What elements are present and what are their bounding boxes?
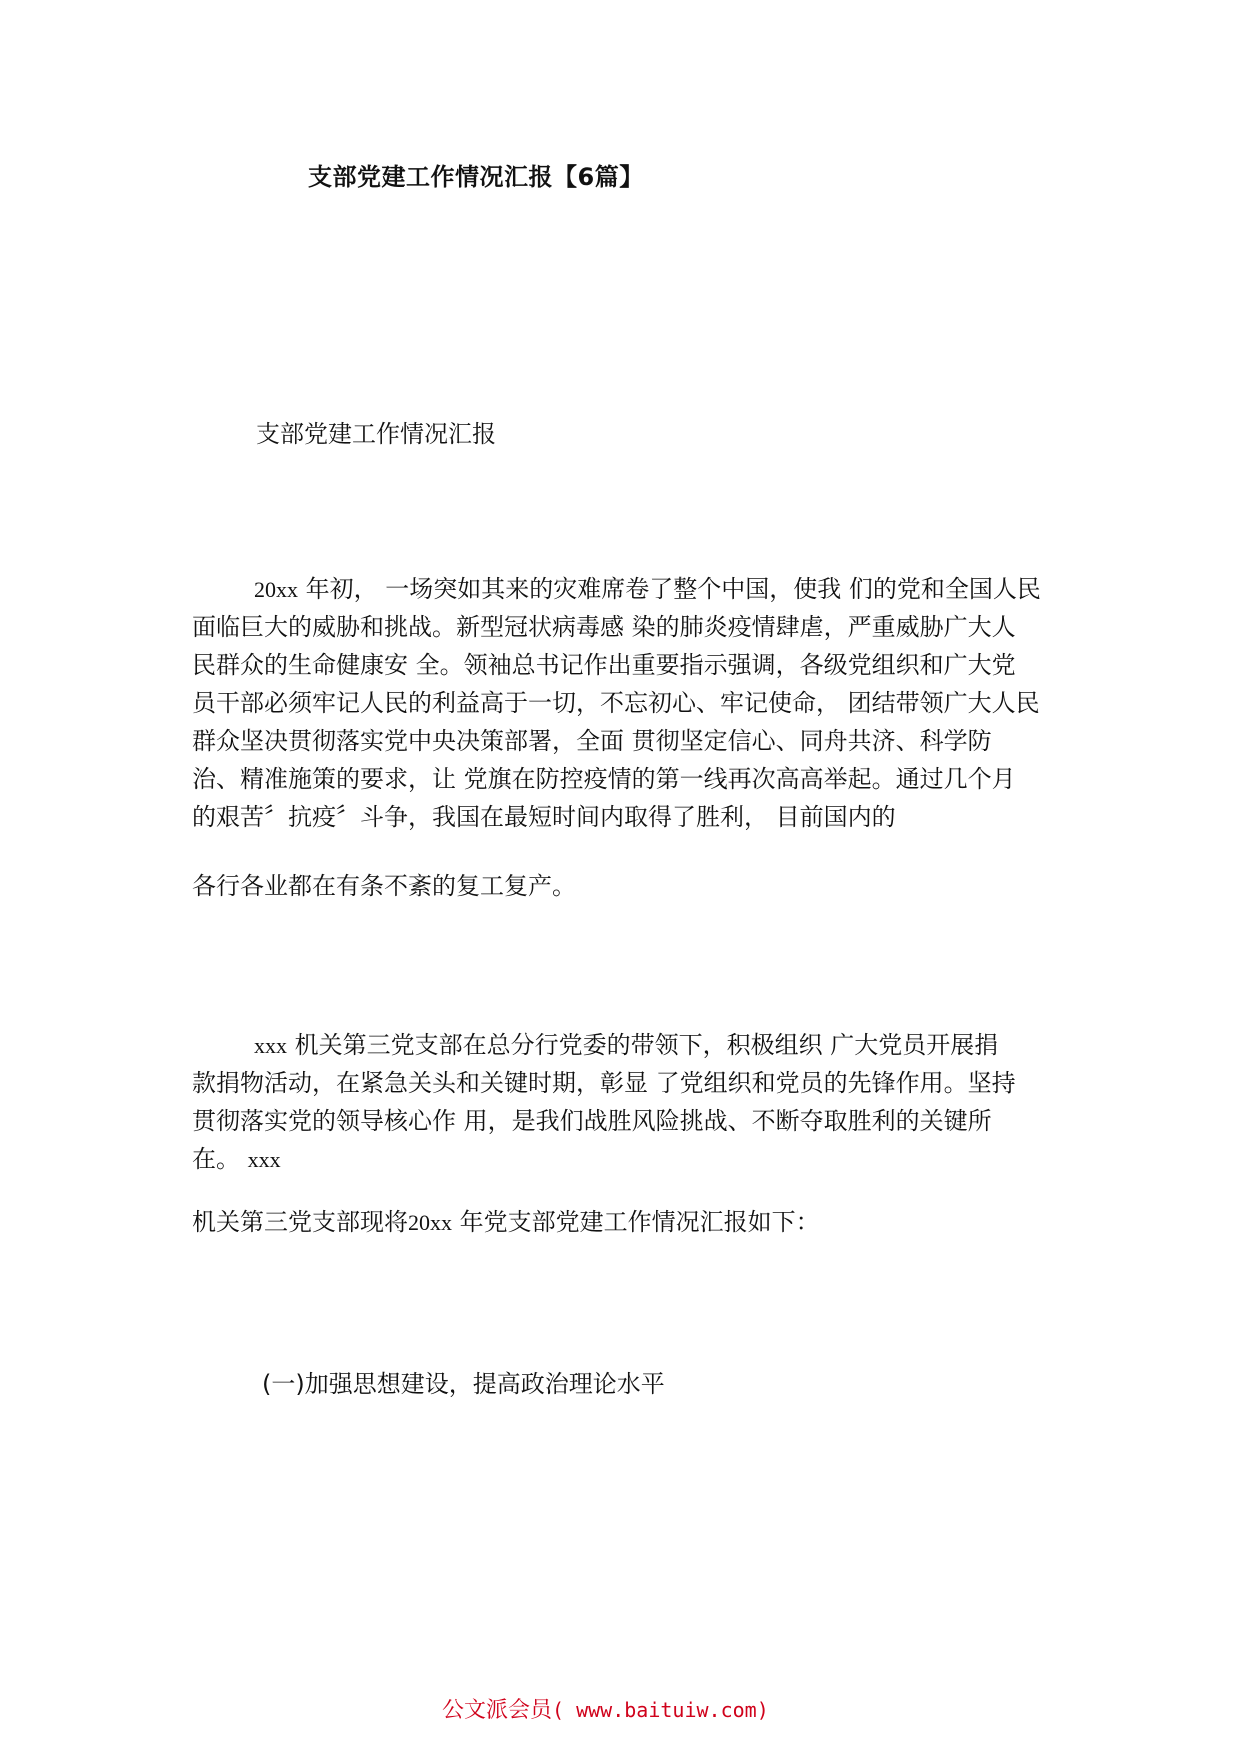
org-text: xxx xyxy=(254,1033,287,1058)
paragraph-1-line-5: 群众坚决贯彻落实党中央决策部署，全面 贯彻坚定信心、同舟共济、科学防 xyxy=(192,727,992,755)
year-text: 20xx xyxy=(254,577,298,602)
paragraph-1-continuation: 各行各业都在有条不紊的复工复产。 xyxy=(192,872,576,900)
paragraph-1-line-3: 民群众的生命健康安 全。领袖总书记作出重要指示强调，各级党组织和广大党 xyxy=(192,651,1016,679)
paragraph-1-line-6: 治、精准施策的要求，让 党旗在防控疫情的第一线再次高高举起。通过几个月 xyxy=(192,765,1016,793)
paragraph-2-line-1 xyxy=(192,1026,1016,1064)
continuation-year: 20xx xyxy=(408,1210,452,1235)
footer-brand: 公文派会员 xyxy=(442,1698,553,1723)
paragraph-2-line-1-text: 机关第三党支部在总分行党委的带领下，积极组织 广大党员开展捐 xyxy=(287,1031,999,1059)
paragraph-1-line-4: 员干部必须牢记人民的利益高于一切，不忘初心、牢记使命， 团结带领广大人民 xyxy=(192,689,1040,717)
paragraph-2-line-2: 款捐物活动，在紧急关头和关键时期，彰显 了党组织和党员的先锋作用。坚持 xyxy=(192,1069,1016,1097)
continuation-prefix: 机关第三党支部现将 xyxy=(192,1208,408,1236)
paragraph-2-line-4 xyxy=(192,1140,1016,1178)
paragraph-2 xyxy=(192,1026,1016,1178)
report-subtitle: 支部党建工作情况汇报 xyxy=(256,420,496,448)
paragraph-2-line-4-text: 在。 xyxy=(192,1145,248,1173)
paragraph-2-line-3: 贯彻落实党的领导核心作 用，是我们战胜风险挑战、不断夺取胜利的关键所 xyxy=(192,1107,992,1135)
paragraph-1-line-1-text: 年初， 一场突如其来的灾难席卷了整个中国，使我 们的党和全国人民 xyxy=(298,575,1041,603)
org-text-2: xxx xyxy=(247,1147,281,1172)
paragraph-1 xyxy=(192,570,1041,836)
paragraph-1-line-7: 的艰苦〞抗疫〞斗争，我国在最短时间内取得了胜利， 目前国内的 xyxy=(192,803,896,831)
document-title: 支部党建工作情况汇报【6篇】 xyxy=(308,163,644,191)
paragraph-1-line-1 xyxy=(192,570,1041,608)
footer-watermark xyxy=(442,1693,769,1724)
continuation-suffix: 年党支部党建工作情况汇报如下： xyxy=(452,1208,820,1236)
section-1-heading: (一)加强思想建设，提高政治理论水平 xyxy=(262,1370,665,1398)
paragraph-1-line-2: 面临巨大的威胁和挑战。新型冠状病毒感 染的肺炎疫情肆虐，严重威胁广大人 xyxy=(192,613,1016,641)
footer-url: ( www.baituiw.com) xyxy=(552,1698,769,1722)
paragraph-2-continuation xyxy=(192,1202,820,1237)
